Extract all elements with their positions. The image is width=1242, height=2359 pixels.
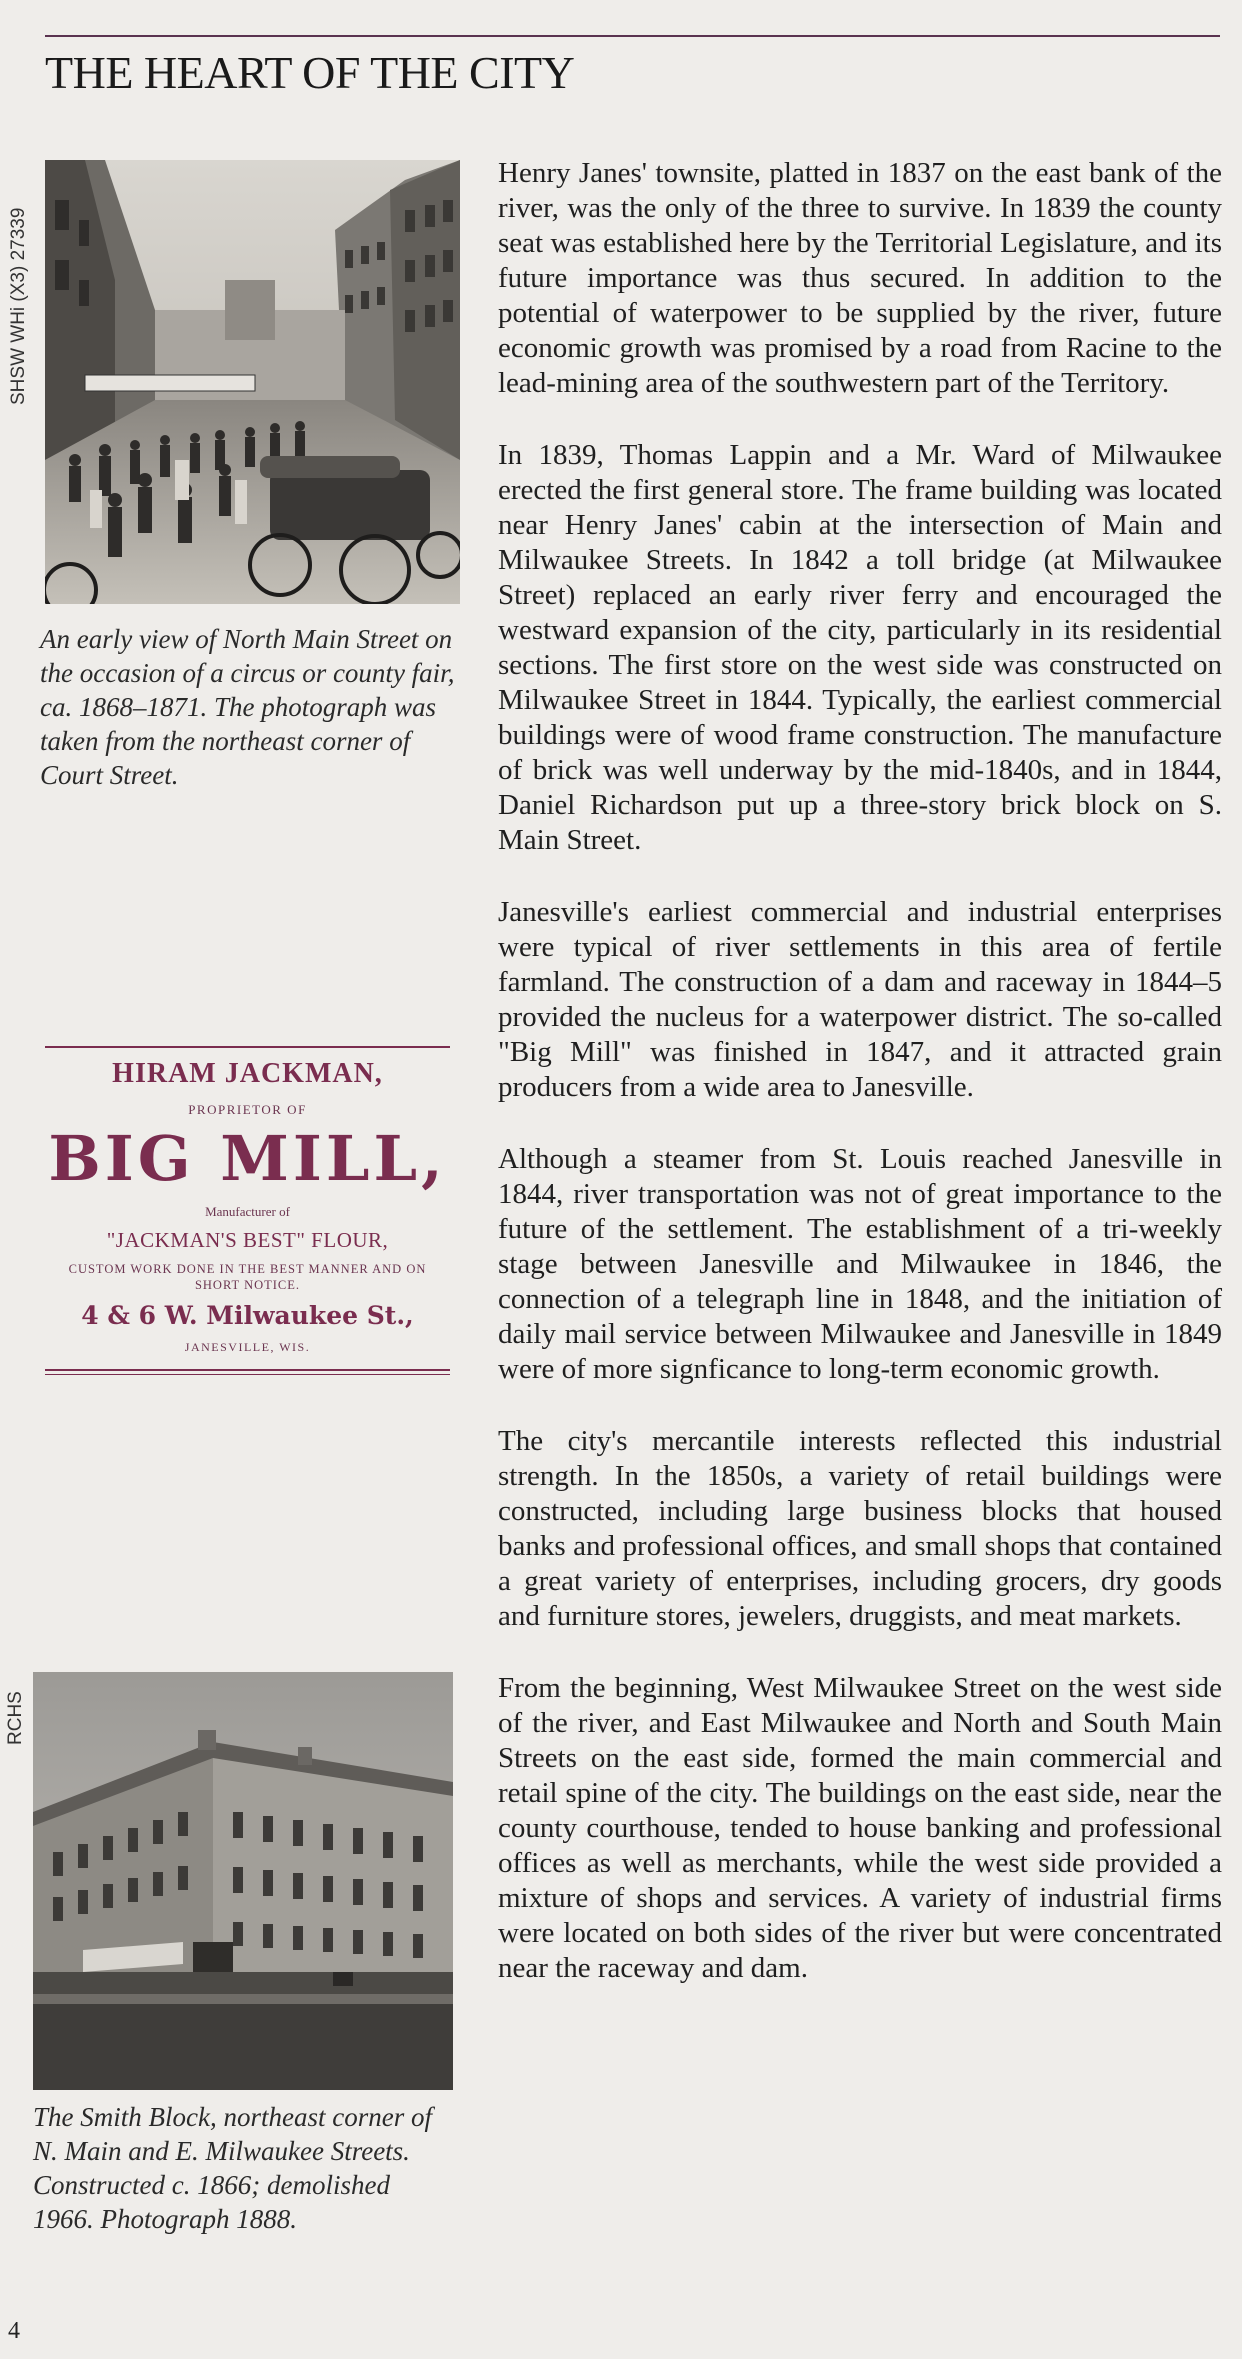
paragraph-townsite: Henry Janes' townsite, platted in 1837 on the east bank of the river, was the only of the three to survive. In 1839 the county seat was established here by the Territorial Legislature, and its future importance was thus secured. In addition to the potential of waterpower to be supplied by the river, future economic growth was promised by a road from Racine to the lead-mining area of the southwestern part of the Territory.	[498, 157, 1222, 399]
paragraph-enterprises: Janesville's earliest commercial and industrial enterprises were typical of river settlements in this area of fertile farmland. The construction of a dam and raceway in 1844–5 provided the nucleus for a waterpower district. The so-called "Big Mill" was finished in 1847, and it attracted grain producers from a wide area to Janesville.	[498, 896, 1222, 1103]
ad-top-rule	[45, 1046, 450, 1048]
paragraph-commercial-spine: From the beginning, West Milwaukee Street on the west side of the river, and East Milwaukee and North and South Main Streets on the east side, formed the main commercial and retail spine of the city. The buildings on the east side, near the county courthouse, tended to house banking and professional offices as well as merchants, while the west side provided a mixture of shops and services. A variety of industrial firms were located on both sides of the river but were concentrated near the raceway and dam.	[498, 1672, 1222, 1984]
ad-proprietor: PROPRIETOR OF	[188, 1102, 307, 1117]
ad-manufacturer: Manufacturer of	[205, 1204, 290, 1219]
street-scene-illustration	[45, 160, 460, 604]
photo-caption-1: An early view of North Main Street on the occasion of a circus or county fair, ca. 1868–1871. The photograph was taken from the northeast corner of Court Street.	[40, 624, 455, 790]
page-title: THE HEART OF THE CITY	[45, 47, 575, 98]
smith-block-illustration	[33, 1672, 453, 2090]
article-body	[498, 156, 1222, 2023]
ad-bottom-rule-thin	[45, 1374, 450, 1375]
ad-city: JANESVILLE, WIS.	[184, 1340, 311, 1354]
photo-caption-2: The Smith Block, northeast corner of N. Main and E. Milwaukee Streets. Constructed c. 1866; demolished 1966. Photograph 1888.	[33, 2102, 432, 2234]
ad-name: HIRAM JACKMAN,	[112, 1058, 383, 1089]
ad-custom-work: CUSTOM WORK DONE IN THE BEST MANNER AND ON SHORT NOTICE.	[68, 1262, 427, 1292]
ad-address: 4 & 6 W. Milwaukee St.,	[81, 1301, 414, 1330]
hiram-jackman-advertisement	[45, 1046, 450, 1375]
top-rule	[45, 35, 1220, 37]
ad-flour: "JACKMAN'S BEST" FLOUR,	[106, 1228, 389, 1252]
ad-mill-name: BIG MILL,	[48, 1122, 447, 1195]
page-number: 4	[8, 2318, 20, 2344]
paragraph-general-store: In 1839, Thomas Lappin and a Mr. Ward of Milwaukee erected the first general store. The frame building was located near Henry Janes' cabin at the intersection of Main and Milwaukee Streets. In 1842 a toll bridge (at Milwaukee Street) replaced an early river ferry and encouraged the westward expansion of the city, particularly in its residential sections. The first store on the west side was constructed on Milwaukee Street in 1844. Typically, the earliest commercial buildings were of wood frame construction. The manufacture of brick was well underway by the mid-1840s, and in 1844, Daniel Richardson put up a three-story brick block on S. Main Street.	[498, 439, 1222, 856]
photo-credit-2: RCHS	[5, 1691, 26, 1745]
photo-credit-1: SHSW WHi (X3) 27339	[8, 207, 29, 405]
paragraph-transportation: Although a steamer from St. Louis reached Janesville in 1844, river transportation was not of great importance to the future of the settlement. The establishment of a tri-weekly stage between Janesville and Milwaukee in 1846, the connection of a telegraph line in 1848, and the initiation of daily mail service between Milwaukee and Janesville in 1849 were of more signficance to long-term economic growth.	[498, 1143, 1222, 1385]
street-scene-photo	[45, 160, 460, 604]
smith-block-photo	[33, 1672, 453, 2090]
paragraph-mercantile: The city's mercantile interests reflected this industrial strength. In the 1850s, a variety of retail buildings were constructed, including large business blocks that housed banks and professional offices, and small shops that contained a great variety of enterprises, including grocers, dry goods and furniture stores, jewelers, druggists, and meat markets.	[498, 1425, 1222, 1632]
ad-bottom-rule	[45, 1369, 450, 1371]
